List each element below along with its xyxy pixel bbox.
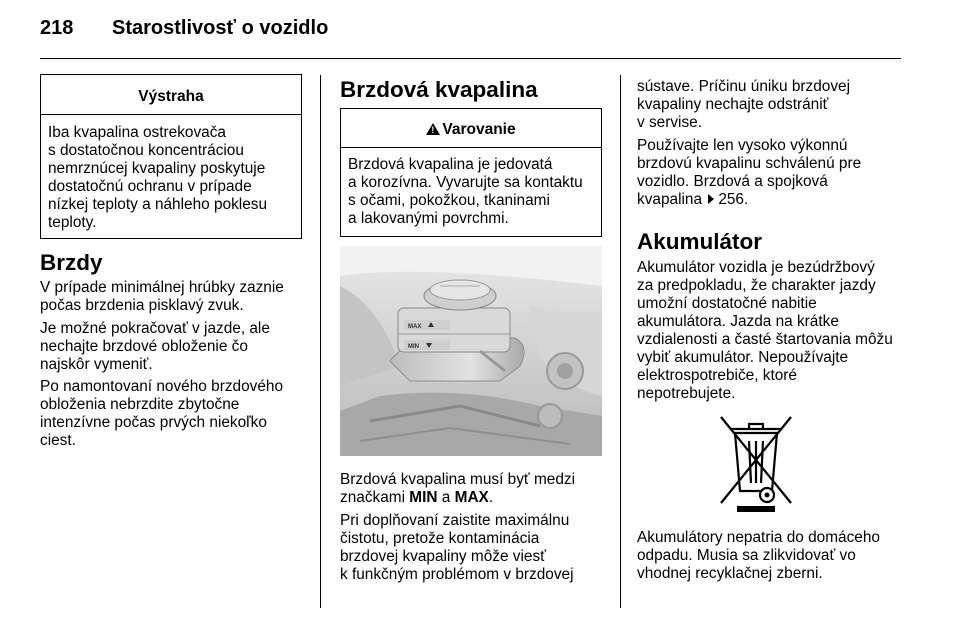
brake-fluid-paragraph-3: Používajte len vysoko výkonnú brzdovú kvapalinu schválenú pre vozidlo. Brzdová a spojková kvapalina 256.: [637, 137, 862, 208]
page-reference-icon: [707, 194, 716, 205]
page-number: 218: [40, 17, 74, 39]
battery-heading: Akumulátor: [637, 229, 763, 254]
header-divider: [40, 58, 901, 59]
brake-fluid-paragraph-2: Pri doplňovaní zaistite maximálnu čistotu, pretože kontaminácia brzdovej kvapaliny môže viesť k funkčným problémom v brzdovej: [340, 512, 574, 583]
page-reference: 256: [718, 191, 744, 208]
column-divider-1: [320, 75, 321, 608]
caution-header: [341, 109, 601, 148]
battery-paragraph-1: Akumulátor vozidla je bezúdržbový za predpokladu, že charakter jazdy umožní dostatočné nabitie akumulátora. Jazda na krátke vzdialenosti a časté štartovania môžu vybiť akumulátor. Nepoužívajte elektrospotrebiče, ktoré nepotrebujete.: [637, 259, 893, 402]
min-marking: MIN: [408, 344, 419, 350]
brake-fluid-reservoir-photo: [340, 246, 602, 456]
column-divider-2: [620, 75, 621, 608]
battery-paragraph-2: Akumulátory nepatria do domáceho odpadu. Musia sa zlikvidovať vo vhodnej recyklačnej zberni.: [637, 529, 880, 582]
caution-box: [340, 108, 602, 237]
warning-title: Výstraha: [41, 75, 301, 115]
warning-text: Iba kvapalina ostrekovača s dostatočnou koncentráciou nemrznúcej kvapaliny poskytuje dostatočnú ochranu v prípade nízkej teploty a náhleho poklesu teploty.: [48, 124, 268, 231]
crossed-out-bin-icon: [713, 411, 799, 513]
max-label: MAX: [454, 489, 489, 506]
caution-title: Varovanie: [442, 121, 516, 138]
brakes-paragraph-2: Je možné pokračovať v jazde, ale nechajte brzdové obloženie čo najskôr vymeniť.: [40, 320, 270, 373]
brakes-heading: Brzdy: [40, 250, 103, 275]
brake-fluid-paragraph-1: Brzdová kvapalina musí byť medzi značkami MIN a MAX.: [340, 471, 576, 506]
max-marking: MAX: [408, 324, 422, 330]
brake-fluid-heading: Brzdová kvapalina: [340, 77, 538, 102]
brake-fluid-continued: sústave. Príčinu úniku brzdovej kvapaliny nechajte odstrániť v servise.: [637, 78, 851, 131]
caution-text: Brzdová kvapalina je jedovatá a korozívna. Vyvarujte sa kontaktu s očami, pokožkou, tkaninami a lakovanými povrchmi.: [348, 156, 583, 227]
page-title: Starostlivosť o vozidlo: [112, 17, 329, 39]
warning-triangle-icon: [426, 123, 440, 135]
min-label: MIN: [409, 489, 438, 506]
brakes-paragraph-1: V prípade minimálnej hrúbky zaznie počas brzdenia pisklavý zvuk.: [40, 279, 284, 314]
warning-box: [40, 74, 302, 239]
brakes-paragraph-3: Po namontovaní nového brzdového obloženia nebrzdite zbytočne intenzívne počas prvých niekoľko ciest.: [40, 378, 284, 449]
